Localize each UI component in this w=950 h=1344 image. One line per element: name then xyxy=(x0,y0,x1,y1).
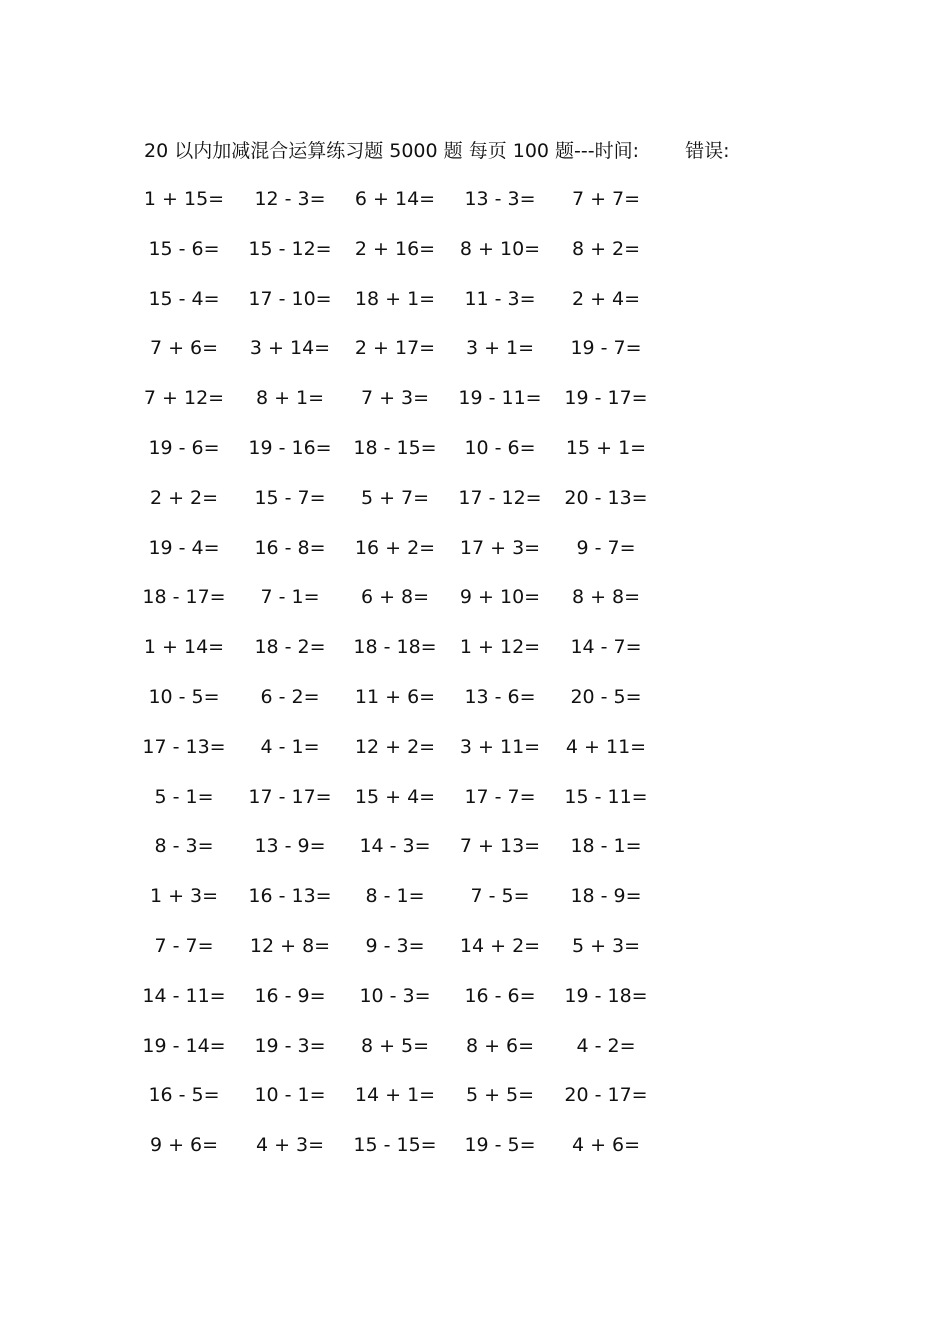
problem-item: 13 - 6= xyxy=(464,686,536,708)
problem-item: 3 + 11= xyxy=(459,735,541,758)
problem-item: 3 + 14= xyxy=(249,337,331,360)
problem-item: 18 - 18= xyxy=(353,636,437,659)
errors-label: 错误: xyxy=(685,140,730,162)
problem-item: 19 - 5= xyxy=(464,1134,536,1157)
problem-item: 14 - 3= xyxy=(359,835,431,858)
problem-item: 19 - 18= xyxy=(564,984,648,1007)
problem-item: 20 - 17= xyxy=(564,1084,648,1107)
problem-item: 12 + 8= xyxy=(249,935,331,957)
problem-item: 5 + 5= xyxy=(465,1084,535,1107)
problem-item: 8 + 2= xyxy=(571,237,641,260)
problem-item: 10 - 3= xyxy=(359,984,431,1007)
problem-item: 16 - 9= xyxy=(254,984,326,1007)
problem-item: 8 - 1= xyxy=(365,885,425,908)
problem-item: 10 - 5= xyxy=(148,686,220,708)
problem-item: 6 + 8= xyxy=(360,586,430,609)
problem-item: 16 - 6= xyxy=(464,984,536,1007)
problem-item: 18 - 1= xyxy=(570,835,642,858)
problem-item: 4 + 6= xyxy=(571,1134,641,1157)
problem-item: 5 + 7= xyxy=(360,486,430,509)
problem-item: 7 - 5= xyxy=(470,885,530,908)
problem-item: 7 + 13= xyxy=(459,835,541,858)
problem-item: 4 - 1= xyxy=(260,735,320,758)
problem-item: 7 + 12= xyxy=(143,387,225,410)
problem-item: 4 - 2= xyxy=(576,1034,636,1057)
problem-item: 11 + 6= xyxy=(354,686,436,708)
problem-item: 8 + 1= xyxy=(255,387,325,410)
problem-item: 7 + 7= xyxy=(571,188,641,210)
problem-item: 1 + 15= xyxy=(143,188,225,210)
problem-item: 18 - 2= xyxy=(254,636,326,659)
problem-item: 7 + 3= xyxy=(360,387,430,410)
problem-item: 18 - 17= xyxy=(142,586,226,609)
problem-item: 14 + 1= xyxy=(354,1084,436,1107)
problem-item: 19 - 7= xyxy=(570,337,642,360)
problem-item: 17 - 12= xyxy=(458,486,542,509)
problem-item: 19 - 14= xyxy=(142,1034,226,1057)
problem-item: 17 - 7= xyxy=(464,785,536,808)
problem-item: 6 + 14= xyxy=(354,188,436,210)
problem-item: 12 + 2= xyxy=(354,735,436,758)
problem-item: 2 + 2= xyxy=(149,486,219,509)
problem-item: 19 - 16= xyxy=(248,437,332,459)
problem-item: 20 - 13= xyxy=(564,486,648,509)
problem-item: 11 - 3= xyxy=(464,287,536,310)
problem-item: 18 + 1= xyxy=(354,287,436,310)
problem-item: 14 - 11= xyxy=(142,984,226,1007)
problem-item: 8 + 6= xyxy=(465,1034,535,1057)
problem-item: 8 + 8= xyxy=(571,586,641,609)
problem-item: 10 - 6= xyxy=(464,437,536,459)
problem-item: 1 + 3= xyxy=(149,885,219,908)
problem-item: 13 - 3= xyxy=(464,188,536,210)
problem-item: 17 - 10= xyxy=(248,287,332,310)
problem-item: 13 - 9= xyxy=(254,835,326,858)
problem-item: 15 - 4= xyxy=(148,287,220,310)
problem-item: 19 - 6= xyxy=(148,437,220,459)
problem-item: 16 - 5= xyxy=(148,1084,220,1107)
problem-item: 19 - 17= xyxy=(564,387,648,410)
problem-item: 19 - 11= xyxy=(458,387,542,410)
problem-item: 7 - 7= xyxy=(154,935,214,957)
problem-item: 8 + 10= xyxy=(459,237,541,260)
problem-item: 18 - 9= xyxy=(570,885,642,908)
problem-item: 4 + 11= xyxy=(565,735,647,758)
problem-item: 5 - 1= xyxy=(154,785,214,808)
problem-item: 15 + 4= xyxy=(354,785,436,808)
problem-item: 1 + 12= xyxy=(459,636,541,659)
problem-item: 7 + 6= xyxy=(149,337,219,360)
problem-item: 7 - 1= xyxy=(260,586,320,609)
problem-item: 15 + 1= xyxy=(565,437,647,459)
problem-item: 2 + 4= xyxy=(571,287,641,310)
problem-item: 1 + 14= xyxy=(143,636,225,659)
problem-item: 10 - 1= xyxy=(254,1084,326,1107)
problem-item: 19 - 4= xyxy=(148,536,220,559)
problem-item: 2 + 17= xyxy=(354,337,436,360)
problem-item: 17 + 3= xyxy=(459,536,541,559)
problem-item: 9 + 10= xyxy=(459,586,541,609)
problem-item: 16 - 8= xyxy=(254,536,326,559)
problem-item: 15 - 15= xyxy=(353,1134,437,1157)
problem-item: 17 - 13= xyxy=(142,735,226,758)
problem-item: 9 - 7= xyxy=(576,536,636,559)
problem-item: 12 - 3= xyxy=(254,188,326,210)
problem-item: 15 - 6= xyxy=(148,237,220,260)
problem-item: 14 + 2= xyxy=(459,935,541,957)
problem-item: 5 + 3= xyxy=(571,935,641,957)
problem-item: 15 - 7= xyxy=(254,486,326,509)
problem-item: 16 - 13= xyxy=(248,885,332,908)
problem-item: 20 - 5= xyxy=(570,686,642,708)
problem-item: 4 + 3= xyxy=(255,1134,325,1157)
problem-item: 9 - 3= xyxy=(365,935,425,957)
problem-item: 19 - 3= xyxy=(254,1034,326,1057)
problem-item: 6 - 2= xyxy=(260,686,320,708)
problem-item: 14 - 7= xyxy=(570,636,642,659)
problem-item: 8 + 5= xyxy=(360,1034,430,1057)
problem-item: 15 - 12= xyxy=(248,237,332,260)
worksheet-header xyxy=(144,137,729,165)
problem-item: 9 + 6= xyxy=(149,1134,219,1157)
problem-item: 2 + 16= xyxy=(354,237,436,260)
problem-item: 18 - 15= xyxy=(353,437,437,459)
worksheet-title: 20 以内加减混合运算练习题 5000 题 每页 100 题---时间: xyxy=(144,140,640,162)
problem-item: 16 + 2= xyxy=(354,536,436,559)
problem-item: 17 - 17= xyxy=(248,785,332,808)
problem-item: 8 - 3= xyxy=(154,835,214,858)
problem-item: 3 + 1= xyxy=(465,337,535,360)
problem-item: 15 - 11= xyxy=(564,785,648,808)
